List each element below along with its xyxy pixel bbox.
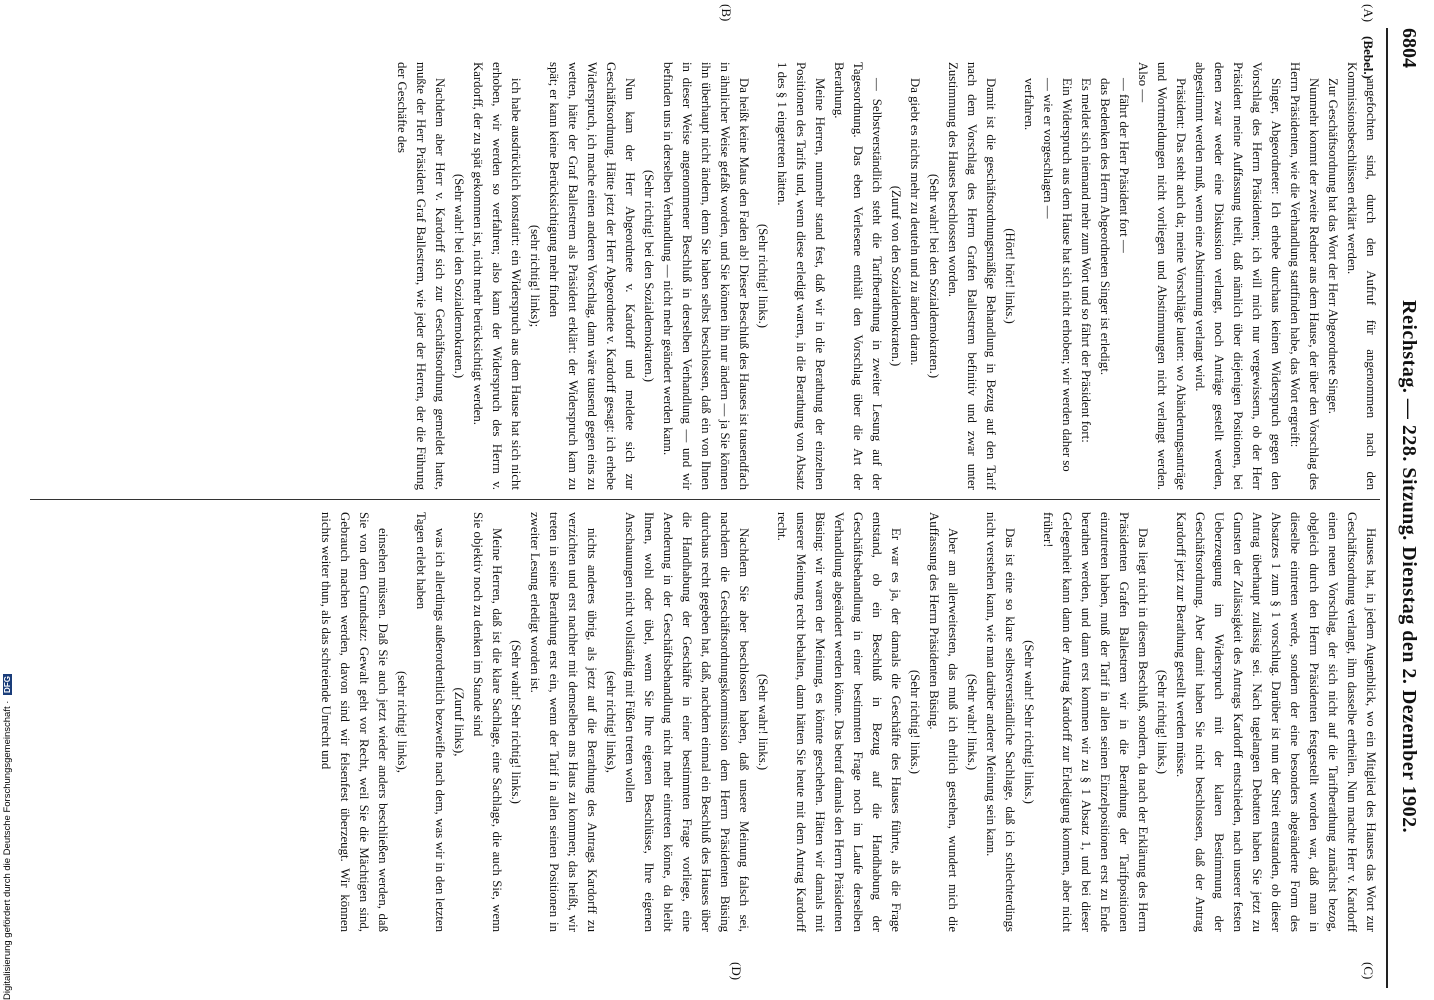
- page-header: [1372, 0, 1434, 1000]
- interjection: (Zuruf links),: [452, 687, 466, 757]
- paragraph: nichts anderes übrig, als jetzt auf die Berathung des Antrags Kardorff zu verzichten und erst nachher mit demselben ans Haus zu kommen; das heißt, wir treten in seine Berathung erst ein, wenn der Tarif in allen seinen Positionen in zweiter Lesung erledigt worden ist.: [528, 512, 599, 932]
- credit-strip: [2, 0, 22, 1000]
- paragraph: Nunmehr kommt der zweite Redner aus dem Hause, der über den Vorschlag des Herrn Präsidenten, wie die Verhandlung stattfinden habe, das Wort ergreift:: [1288, 62, 1321, 490]
- paragraph: einsehen müssen. Daß Sie auch jetzt wieder anders beschließen werden, daß Sie von dem Grundsatz: Gewalt geht vor Recht, weil Sie die Mächtigen sind, Gebrauch machen werden, davon sind wir felsenfest überzeugt. Wir können nichts weiter thun, als das schreiende Unrecht und: [319, 512, 390, 932]
- interjection: (Zuruf von den Sozialdemokraten.): [889, 185, 903, 367]
- paragraph: ich habe ausdrücklich konstatirt: ein Widerspruch aus dem Hause hat sich nicht erhoben, wir werden so verfahren; also kann der Widerspruch des Herrn v. Kardorff, der zu spät gekommen ist, nicht mehr berücksichtigt werden.: [471, 62, 523, 490]
- interjection: (Sehr richtig! links.): [908, 669, 922, 775]
- paragraph: Damit ist die geschäftsordnungsmäßige Behandlung in Bezug auf den Tarif nach dem Vorschlag des Herrn Grafen Ballestrem befinitiv und zwar unter Zustimmung des Hauses beschlossen worden.: [946, 62, 998, 490]
- paragraph: Meine Herren, daß ist die klare Sachlage, eine Sachlage, die auch Sie, wenn Sie objektiv noch zu denken im Stande sind: [471, 512, 504, 932]
- paragraph: angefochten sind, durch den Aufruf für angenommen nach den Kommissionsbeschlüssen erklärt werden.: [1345, 62, 1378, 490]
- paragraph: Aber am allerweitesten, das muß ich ehrlich gestehen, wundert mich die Auffassung des Herrn Präsidenten Büsing.: [927, 512, 960, 932]
- column-divider: [30, 499, 1380, 500]
- paragraph: Das liegt nicht in diesem Beschluß, sondern, da nach der Erklärung des Herrn Präsidenten Grafen Ballestrem wir in die Berathung der Tarifpositionen einzutreten haben, muß der Tarif in allen seinen Einzelpositionen erst zu Ende berathen werden, und dann erst kommen wir zu § 1 Absatz 1, und bei dieser Gelegenheit kann dann der Antrag Kardorff zur Erledigung kommen, aber nicht früher!: [1041, 512, 1150, 932]
- header-rule: [1386, 28, 1388, 988]
- margin-mark-a: (A): [1361, 4, 1376, 23]
- interjection: (Hört! hört! links.): [1003, 228, 1017, 324]
- interjection: (Sehr wahr! bei den Sozialdemokraten.): [452, 173, 466, 379]
- margin-mark-d: (D): [729, 962, 744, 981]
- interjection: (Sehr wahr! links.): [965, 673, 979, 771]
- margin-mark-c: (C): [1361, 962, 1376, 980]
- interjection: (sehr richtig! links);: [528, 224, 542, 328]
- interjection: (sehr richtig! links),: [395, 671, 409, 773]
- interjection: (Sehr richtig! links.): [756, 223, 770, 329]
- speaker-tag: (Bebel.): [1361, 36, 1376, 79]
- paragraph: das Bedenken des Herrn Abgeordneten Singer ist erledigt.: [1098, 78, 1112, 376]
- paragraph: — Selbstverständlich steht die Tarifberathung in zweiter Lesung auf der Tagesordnung. Das eben Verlesene enthält den Vorschlag über die Art der Berathung.: [832, 62, 884, 490]
- paragraph: — wie er vorgeschlagen —: [1041, 78, 1055, 219]
- interjection: (Sehr wahr! bei den Sozialdemokraten.): [927, 173, 941, 379]
- paragraph: Zur Geschäftsordnung hat das Wort der Herr Abgeordnete Singer.: [1326, 78, 1340, 414]
- interjection: (Sehr richtig! bei den Sozialdemokraten.): [642, 169, 656, 383]
- paragraph: Da giebt es nichts mehr zu deuteln und zu ändern daran.: [908, 78, 922, 366]
- paragraph: Nachdem Sie aber beschlossen haben, daß unsere Meinung falsch sei, nachdem die Geschäftsordnungskommission dem Herrn Präsidenten Büsing durchaus recht gegeben hat, daß, nachdem einmal ein Beschluß des Hauses über die Handhabung der Geschäfte in einer bestimmten Frage vorliege, eine Aenderung in der Geschäftsbehandlung nicht mehr eintreten könne, da bleibt Ihnen, wohl oder übel, wenn Sie Ihre eigenen Beschlüsse, Ihre eigenen Anschauungen nicht vollständig mit Füßen treten wollen: [623, 512, 751, 932]
- paragraph: Ein Widerspruch aus dem Hause hat sich nicht erhoben; wir werden daher so: [1060, 78, 1074, 472]
- left-column: [28, 62, 1380, 490]
- right-column: [28, 512, 1380, 932]
- page-number: 6804: [1398, 28, 1420, 68]
- paragraph: Meine Herren, nunmehr stand fest, daß wir in die Berathung der einzelnen Positionen des Tarifs und, wenn diese erledigt waren, in die Berathung von Absatz 1 des § 1 eingetreten hätten.: [775, 62, 827, 490]
- interjection: (Sehr richtig! links.): [1155, 669, 1169, 775]
- paragraph: Es meldet sich niemand mehr zum Wort und so fährt der Präsident fort:: [1079, 78, 1093, 443]
- interjection: (Sehr wahr! Sehr richtig! links.): [509, 640, 523, 804]
- margin-mark-b: (B): [719, 4, 734, 22]
- dfg-logo: DFG: [3, 676, 12, 693]
- paragraph: Er war es ja, der damals die Geschäfte des Hauses führte, als die Frage entstand, ob ein Beschluß in Bezug auf die Handhabung der Geschäftsbehandlung in einer bestimmten Frage noch im Laufe derselben Verhandlung abgeändert werden könne. Das betraf damals den Herrn Präsidenten Büsing: wir waren der Meinung, es könnte geschehen. Hätten wir damals mit unserer Meinung recht behalten, dann hätten Sie heute mit dem Antrag Kardorff recht.: [775, 512, 903, 932]
- paragraph: — fährt der Herr Präsident fort —: [1117, 78, 1131, 253]
- paragraph: Nun kam der Herr Abgeordnete v. Kardorff und meldete sich zur Geschäftsordnung. Hätte jetzt der Herr Abgeordnete v. Kardorff gesagt: ich erhebe Widerspruch, ich mache einen anderen Vorschlag, dann wäre tausend gegen eins zu wetten, hätte der Graf Ballestrem als Präsident erklärt: der Widerspruch kam zu spät; er kann keine Berücksichtigung mehr finden: [547, 62, 637, 490]
- paragraph: verfahren.: [1022, 78, 1036, 131]
- interjection: (Sehr wahr! Sehr richtig! links.): [1022, 640, 1036, 804]
- paragraph: Präsident: Das steht auch da; meine Vorschläge lauten: wo Abänderungsanträge und Wortmeldungen nicht vorliegen und Abstimmungen nicht verlangt werden. Also —: [1136, 62, 1188, 490]
- page-title: Reichstag. — 228. Sitzung. Dienstag den 2. Dezember 1902.: [1398, 300, 1420, 834]
- digitization-credit: Digitalisierung gefördert durch die Deutsche Forschungsgemeinschaft ·: [2, 700, 13, 1000]
- paragraph: Singer, Abgeordneter: Ich erhebe durchaus keinen Widerspruch gegen den Vorschlag des Herrn Präsidenten; ich will mich nur vergewissern, ob der Herr Präsident meine Auffassung theilt, daß nämlich über diejenigen Positionen, bei denen zwar weder eine Diskussion verlangt, noch Anträge gestellt werden, abgestimmt werden muß, wenn eine Abstimmung verlangt wird.: [1193, 62, 1283, 490]
- paragraph: was ich allerdings außerordentlich bezweifle nach dem, was wir in den letzten Tagen erlebt haben: [414, 512, 447, 932]
- paragraph: Das ist eine so klare selbstverständliche Sachlage, daß ich schlechterdings nicht verstehen kann, wie man darüber anderer Meinung sein kann.: [984, 512, 1017, 932]
- paragraph: Da heißt keine Maus den Faden ab! Dieser Beschluß des Hauses ist tausendfach in ähnlicher Weise gefaßt worden, und Sie können ihn nur ändern — ja Sie können ihn überhaupt nicht ändern, denn Sie haben selbst beschlossen, daß ein von Ihnen in dieser Weise angenommener Beschluß in derselben Verhandlung — und wir befinden uns in derselben Verhandlung — nicht mehr geändert werden kann.: [661, 62, 751, 490]
- paragraph: Nachdem aber Herr v. Kardorff sich zur Geschäftsordnung gemeldet hatte, mußte der Herr Präsident Graf Ballestrem, wie jeder der Herren, der die Führung der Geschäfte des: [395, 62, 447, 490]
- paragraph: Hauses hat, in jedem Augenblick, wo ein Mitglied des Hauses das Wort zur Geschäftsordnung verlangt, ihm dasselbe ertheilen. Nun machte Herr v. Kardorff einen neuen Vorschlag, der sich nicht auf die Tarifberathung zunächst bezog, obgleich durch den Herrn Präsidenten festgestellt worden war, daß man in dieselbe eintreten werde, sondern der eine besonders abgeänderte Form des Absatzes 1 zum § 1 vorschlug. Darüber ist nun der Streit entstanden, ob dieser Antrag überhaupt zulässig sei. Nach tagelangen Debatten haben Sie jetzt zu Gunsten der Zulässigkeit des Antrags Kardorff entschieden, nach unserer festen Ueberzeugung im Widerspruch mit der klaren Bestimmung der Geschäftsordnung. Aber damit haben Sie nicht beschlossen, daß der Antrag Kardorff jetzt zur Berathung gestellt werden müsse.: [1174, 512, 1378, 932]
- interjection: (Sehr wahr! links.): [756, 673, 770, 771]
- interjection: (sehr richtig! links),: [604, 671, 618, 773]
